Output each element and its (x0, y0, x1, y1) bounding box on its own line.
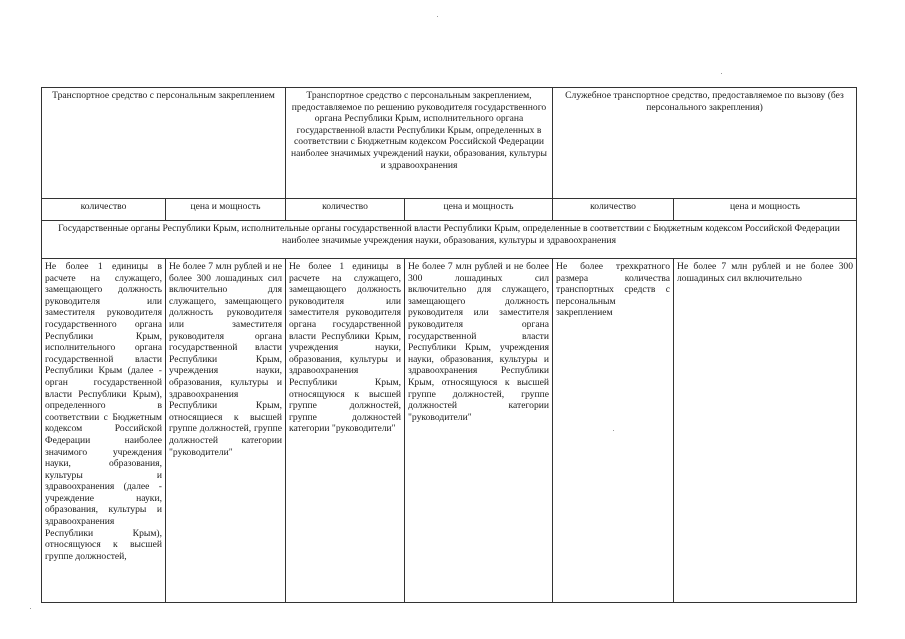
section-title: Государственные органы Республики Крым, исполнительные органы государственной власти Республики Крым, определенные в соответствии с Бюджетным кодексом Российской Федерации наиболее значимые учреждения науки, образования, культуры и здравоохранения (42, 221, 857, 259)
scan-speck (613, 430, 614, 431)
header-personal-vehicle-by-decision-text: Транспортное средство с персональным закреплением, предоставляемое по решению руководителя государственного органа Республики Крым, исполнительного органа государственной власти Республики Крым, определенных в соответствии с Бюджетным кодексом Российской Федерации наиболее значимых учреждений науки, образования, культуры и здравоохранения (291, 90, 547, 171)
subheader-quantity-3: количество (553, 199, 674, 221)
cell-quantity-by-decision (286, 259, 405, 603)
scan-speck (30, 608, 31, 609)
header-personal-vehicle-text: Транспортное средство с персональным закреплением (52, 90, 275, 101)
scan-speck (721, 73, 722, 74)
vehicle-norms-table (41, 87, 857, 603)
header-on-call-vehicle (553, 88, 857, 199)
subheader-quantity-2: количество (286, 199, 405, 221)
header-personal-vehicle-by-decision (286, 88, 553, 199)
cell-price-on-call-text: Не более 7 млн рублей и не более 300 лошадиных сил включительно (677, 261, 854, 284)
subheader-quantity-1: количество (42, 199, 166, 221)
header-on-call-vehicle-text: Служебное транспортное средство, предоставляемое по вызову (без персонального закрепления) (565, 90, 844, 113)
subheader-price-power-2: цена и мощность (405, 199, 553, 221)
cell-price-by-decision-text: Не более 7 млн рублей и не более 300 лошадиных сил включительно для служащего, замещающего должность руководителя или заместителя руководителя органа государственной власти Республики Крым, учреждения науки, образования, культуры и здравоохранения Республики Крым, относящуюся к высшей группе должностей, группе должностей категории "руководители" (408, 261, 550, 423)
section-title-row (42, 221, 857, 259)
table-row (42, 259, 857, 603)
subheader-price-power-3: цена и мощность (674, 199, 857, 221)
cell-quantity-personal-text: Не более 1 единицы в расчете на служащего, замещающего должность руководителя или заместителя руководителя государственного органа Республики Крым, исполнительного органа государственной власти Республики Крым (далее - орган государственной власти Республики Крым), определенного в соответствии с Бюджетным кодексом Российской Федерации наиболее значимого учреждения науки, образования, культуры и здравоохранения (далее - учреждение науки, образования, культуры и здравоохранения Республики Крым), относящуюся к высшей группе должностей, (45, 261, 162, 562)
cell-quantity-personal (42, 259, 166, 603)
cell-price-personal-text: Не более 7 млн рублей и не более 300 лошадиных сил включительно для служащего, замещающего должность руководителя или заместителя руководителя органа государственной власти Республики Крым, учреждения науки, образования, культуры и здравоохранения Республики Крым, относящиеся к высшей группе должностей, группе должностей категории "руководители" (169, 261, 282, 458)
cell-quantity-by-decision-text: Не более 1 единицы в расчете на служащего, замещающего должность руководителя или заместителя руководителя органа государственной власти Республики Крым, учреждения науки, образования, культуры и здравоохранения Республики Крым, относящуюся к высшей группе должностей, группе должностей категории "руководители" (289, 261, 401, 435)
header-personal-vehicle (42, 88, 286, 199)
cell-price-on-call (674, 259, 857, 603)
cell-quantity-on-call-text: Не более трехкратного размера количества транспортных средств с персональным закреплением (556, 261, 671, 319)
cell-price-personal (166, 259, 286, 603)
table-subheader-row (42, 199, 857, 221)
subheader-price-power-1: цена и мощность (166, 199, 286, 221)
scan-speck (437, 16, 438, 17)
table-header-row (42, 88, 857, 199)
cell-price-by-decision (405, 259, 553, 603)
